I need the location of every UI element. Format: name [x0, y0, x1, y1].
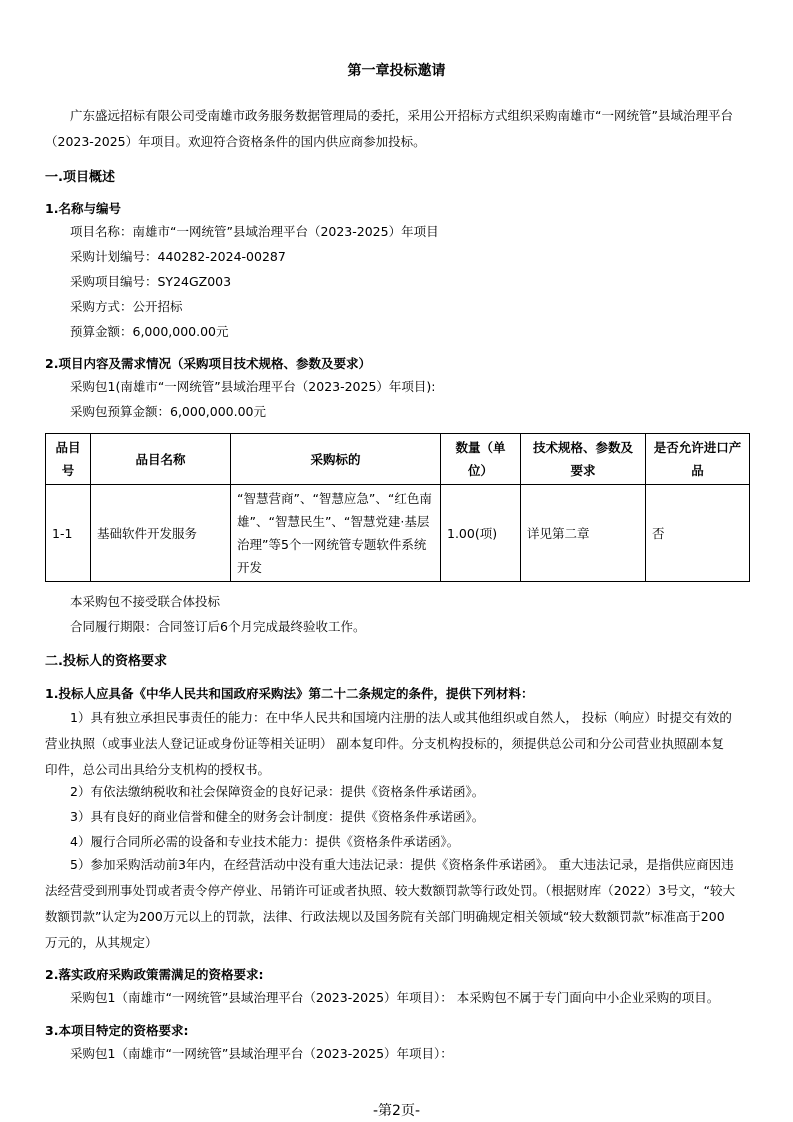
no-consortium-note: 本采购包不接受联合体投标 [70, 594, 221, 609]
items-table [45, 433, 750, 582]
subheading-legal-conditions: 1.投标人应具备《中华人民共和国政府采购法》第二十二条规定的条件，提供下列材料： [45, 686, 534, 701]
intro-text: 广东盛远招标有限公司受南雄市政务服务数据管理局的委托，采用公开招标方式组织采购南雄市“一网统管”县域治理平台（2023-2025）年项目。欢迎符合资格条件的国内供应商参加投标。 [45, 108, 733, 149]
page-title: 第一章投标邀请 [347, 63, 446, 79]
table-header: 数量（单位） [441, 434, 521, 485]
table-cell-item-no: 1-1 [46, 485, 91, 582]
subheading-policy-requirements: 2.落实政府采购政策需满足的资格要求: [45, 967, 264, 982]
table-header: 品目号 [46, 434, 91, 485]
table-cell-subject: “智慧营商”、“智慧应急”、“红色南雄”、“智慧民生”、“智慧党建·基层治理”等5个一网统管专题软件系统开发 [231, 485, 441, 582]
table-cell-import: 否 [646, 485, 750, 582]
intro-paragraph [45, 103, 735, 155]
table-header: 技术规格、参数及要求 [521, 434, 646, 485]
package-budget: 采购包预算金额：6,000,000.00元 [70, 404, 266, 419]
page-number: -第2页- [372, 1103, 420, 1119]
subheading-content-requirements: 2.项目内容及需求情况（采购项目技术规格、参数及要求） [45, 356, 371, 371]
section-heading-overview: 一.项目概述 [45, 170, 115, 185]
table-cell-quantity: 1.00(项) [441, 485, 521, 582]
policy-requirement-line: 采购包1（南雄市“一网统管”县域治理平台（2023-2025）年项目）： 本采购包不属于专门面向中小企业采购的项目。 [70, 990, 720, 1005]
table-cell-item-name: 基础软件开发服务 [91, 485, 231, 582]
specific-requirement-line: 采购包1（南雄市“一网统管”县域治理平台（2023-2025）年项目）： [70, 1046, 453, 1061]
project-number: 采购项目编号：SY24GZ003 [70, 274, 232, 289]
project-name: 项目名称：南雄市“一网统管”县域治理平台（2023-2025）年项目 [70, 224, 439, 239]
table-row [46, 485, 750, 582]
subheading-name-number: 1.名称与编号 [45, 201, 121, 216]
qualification-item-1: 1）具有独立承担民事责任的能力：在中华人民共和国境内注册的法人或其他组织或自然人， 投标（响应）时提交有效的营业执照（或事业法人登记证或身份证等相关证明） 副本复印件。分支机构投标的，须提供总公司和分公司营业执照副本复印件，总公司出具给分支机构的授权书。 [45, 710, 732, 777]
plan-number: 采购计划编号：440282-2024-00287 [70, 249, 286, 264]
qualification-item-2: 2）有依法缴纳税收和社会保障资金的良好记录：提供《资格条件承诺函》。 [70, 784, 485, 799]
qualification-item-3: 3）具有良好的商业信誉和健全的财务会计制度：提供《资格条件承诺函》。 [70, 809, 485, 824]
section-heading-qualifications: 二.投标人的资格要求 [45, 654, 167, 669]
subheading-specific-requirements: 3.本项目特定的资格要求: [45, 1023, 189, 1038]
procurement-method: 采购方式：公开招标 [70, 299, 183, 314]
qualification-item-5: 5）参加采购活动前3年内，在经营活动中没有重大违法记录：提供《资格条件承诺函》。 重大违法记录，是指供应商因违法经营受到刑事处罚或者责令停产停业、吊销许可证或者执照、较大数额罚款等行政处罚。（根据财库（2022）3号文，“较大数额罚款”认定为200万元以上的罚款，法律、行政法规以及国务院有关部门明确规定相关领域“较大数额罚款”标准高于200万元的，从其规定） [45, 857, 735, 950]
budget-amount: 预算金额：6,000,000.00元 [70, 324, 229, 339]
package-line: 采购包1(南雄市“一网统管”县域治理平台（2023-2025）年项目): [70, 379, 436, 394]
table-header: 是否允许进口产品 [646, 434, 750, 485]
qualification-item-4: 4）履行合同所必需的设备和专业技术能力：提供《资格条件承诺函》。 [70, 834, 460, 849]
contract-period: 合同履行期限：合同签订后6个月完成最终验收工作。 [70, 619, 366, 634]
table-cell-spec: 详见第二章 [521, 485, 646, 582]
table-header: 采购标的 [231, 434, 441, 485]
table-header: 品目名称 [91, 434, 231, 485]
table-header-row [46, 434, 750, 485]
